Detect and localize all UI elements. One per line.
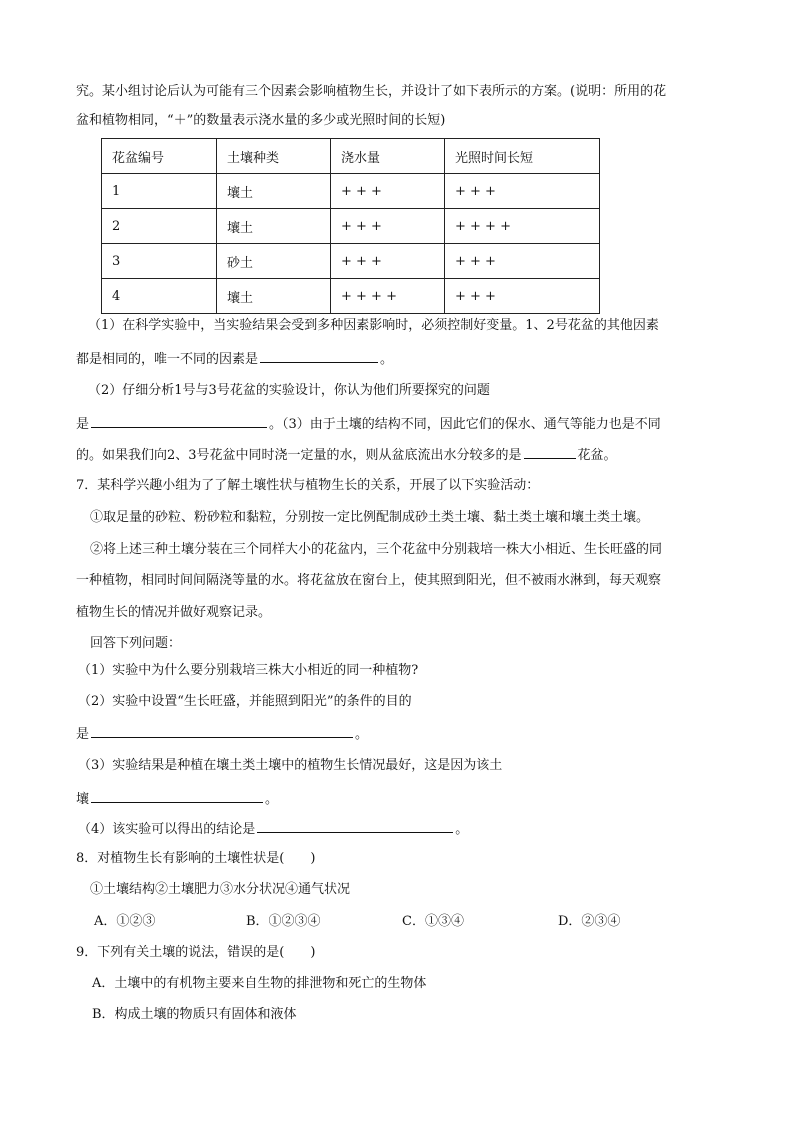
q6-part3-line [76,444,617,466]
q7-subq2-line1: （2）实验中设置“生长旺盛，并能照到阳光”的条件的目的 [78,694,412,709]
q7-step1: ①取足量的砂粒、粉砂粒和黏粒，分别按一定比例配制成砂土类土壤、黏土类土壤和壤土类土壤。 [90,510,650,525]
header-cell: 土壤种类 [217,139,331,174]
q8-title: 8．对植物生长有影响的土壤性状是( ) [76,851,316,866]
table-cell: + + + [331,174,445,209]
table-cell: 2 [102,209,217,244]
q7-title: 7．某科学兴趣小组为了了解土壤性状与植物生长的关系，开展了以下实验活动： [76,478,540,493]
q7-step2-line1: ②将上述三种土壤分装在三个同样大小的花盆内，三个花盆中分别栽培一株大小相近、生长旺盛的同 [90,542,663,557]
q7-subq1: （1）实验中为什么要分别栽培三株大小相近的同一种植物? [78,663,419,678]
table-header-row [102,139,600,174]
q7-step2-line3: 植物生长的情况并做好观察记录。 [76,605,272,620]
table-cell: 壤土 [217,209,331,244]
answer-blank[interactable] [91,723,353,738]
answer-blank[interactable] [257,818,453,833]
q6-part2-line2 [76,413,661,435]
table-cell: 3 [102,244,217,279]
table-row [102,174,600,209]
table-cell: + + + + [445,209,600,244]
q7-subq3-suffix: 。 [265,792,279,807]
q9-title: 9．下列有关土壤的说法，错误的是( ) [76,945,316,960]
q6-part2-line1: （2）仔细分析1号与3号花盆的实验设计，你认为他们所要探究的问题 [88,383,490,398]
q9-option-a[interactable]: A．土壤中的有机物主要来自生物的排泄物和死亡的生物体 [92,976,427,991]
header-cell: 光照时间长短 [445,139,600,174]
answer-blank[interactable] [91,413,267,428]
q6-part1-prefix: 都是相同的，唯一不同的因素是 [76,352,259,367]
q7-subq4-suffix: 。 [455,822,469,837]
experiment-table [101,138,600,314]
table-cell: + + + [445,244,600,279]
q7-subq2-line2 [76,723,368,745]
q6-part3-prefix: 的。如果我们向2、3号花盆中同时浇一定量的水，则从盆底流出水分较多的是 [76,448,522,463]
table-cell: 1 [102,174,217,209]
table-cell: + + + [445,279,600,314]
q7-subq3-prefix: 壤 [76,792,90,807]
intro-line-1: 究。某小组讨论后认为可能有三个因素会影响植物生长，并设计了如下表所示的方案。(说明：所用的花 [76,84,667,99]
q8-option-a[interactable]: A．①②③ [94,914,156,929]
answer-blank[interactable] [524,444,576,459]
q7-subq3-line2 [76,788,278,810]
table-cell: 4 [102,279,217,314]
q6-part1-suffix: 。 [380,352,394,367]
q8-option-d[interactable]: D．②③④ [558,914,621,929]
q6-part2-prefix: 是 [76,417,90,432]
q7-subq2-suffix: 。 [355,727,369,742]
q8-items: ①土壤结构②土壤肥力③水分状况④通气状况 [90,882,351,897]
table-cell: 壤土 [217,279,331,314]
table-cell: + + + [331,209,445,244]
table-cell: 壤土 [217,174,331,209]
q7-subq3-line1: （3）实验结果是种植在壤土类土壤中的植物生长情况最好，这是因为该土 [78,758,503,773]
q7-subq4 [78,818,468,840]
q6-part1-line1: （1）在科学实验中，当实验结果会受到多种因素影响时，必须控制好变量。1、2号花盆的其他因素 [88,318,659,333]
table-cell: + + + + [331,279,445,314]
answer-blank[interactable] [91,788,263,803]
table-cell: + + + [331,244,445,279]
header-cell: 浇水量 [331,139,445,174]
q7-step2-line2: 一种植物，相同时间间隔浇等量的水。将花盆放在窗台上，使其照到阳光，但不被雨水淋到，每天观察 [76,573,662,588]
answer-blank[interactable] [260,348,378,363]
q7-subq4-prefix: （4）该实验可以得出的结论是 [78,822,256,837]
table-row [102,244,600,279]
q7-answer-prompt: 回答下列问题： [90,636,182,651]
header-cell: 花盆编号 [102,139,217,174]
q6-part2-suffix: 。（3）由于土壤的结构不同，因此它们的保水、通气等能力也是不同 [269,417,661,432]
q8-option-c[interactable]: C．①③④ [402,914,464,929]
intro-line-2: 盆和植物相同，“＋”的数量表示浇水量的多少或光照时间的长短) [76,113,446,128]
table-cell: 砂土 [217,244,331,279]
table-row [102,209,600,244]
q6-part3-suffix: 花盆。 [577,448,617,463]
q6-part1-line2 [76,348,393,370]
table-cell: + + + [445,174,600,209]
q9-option-b[interactable]: B．构成土壤的物质只有固体和液体 [92,1007,297,1022]
q7-subq2-prefix: 是 [76,727,90,742]
table-row [102,279,600,314]
q8-option-b[interactable]: B．①②③④ [246,914,321,929]
